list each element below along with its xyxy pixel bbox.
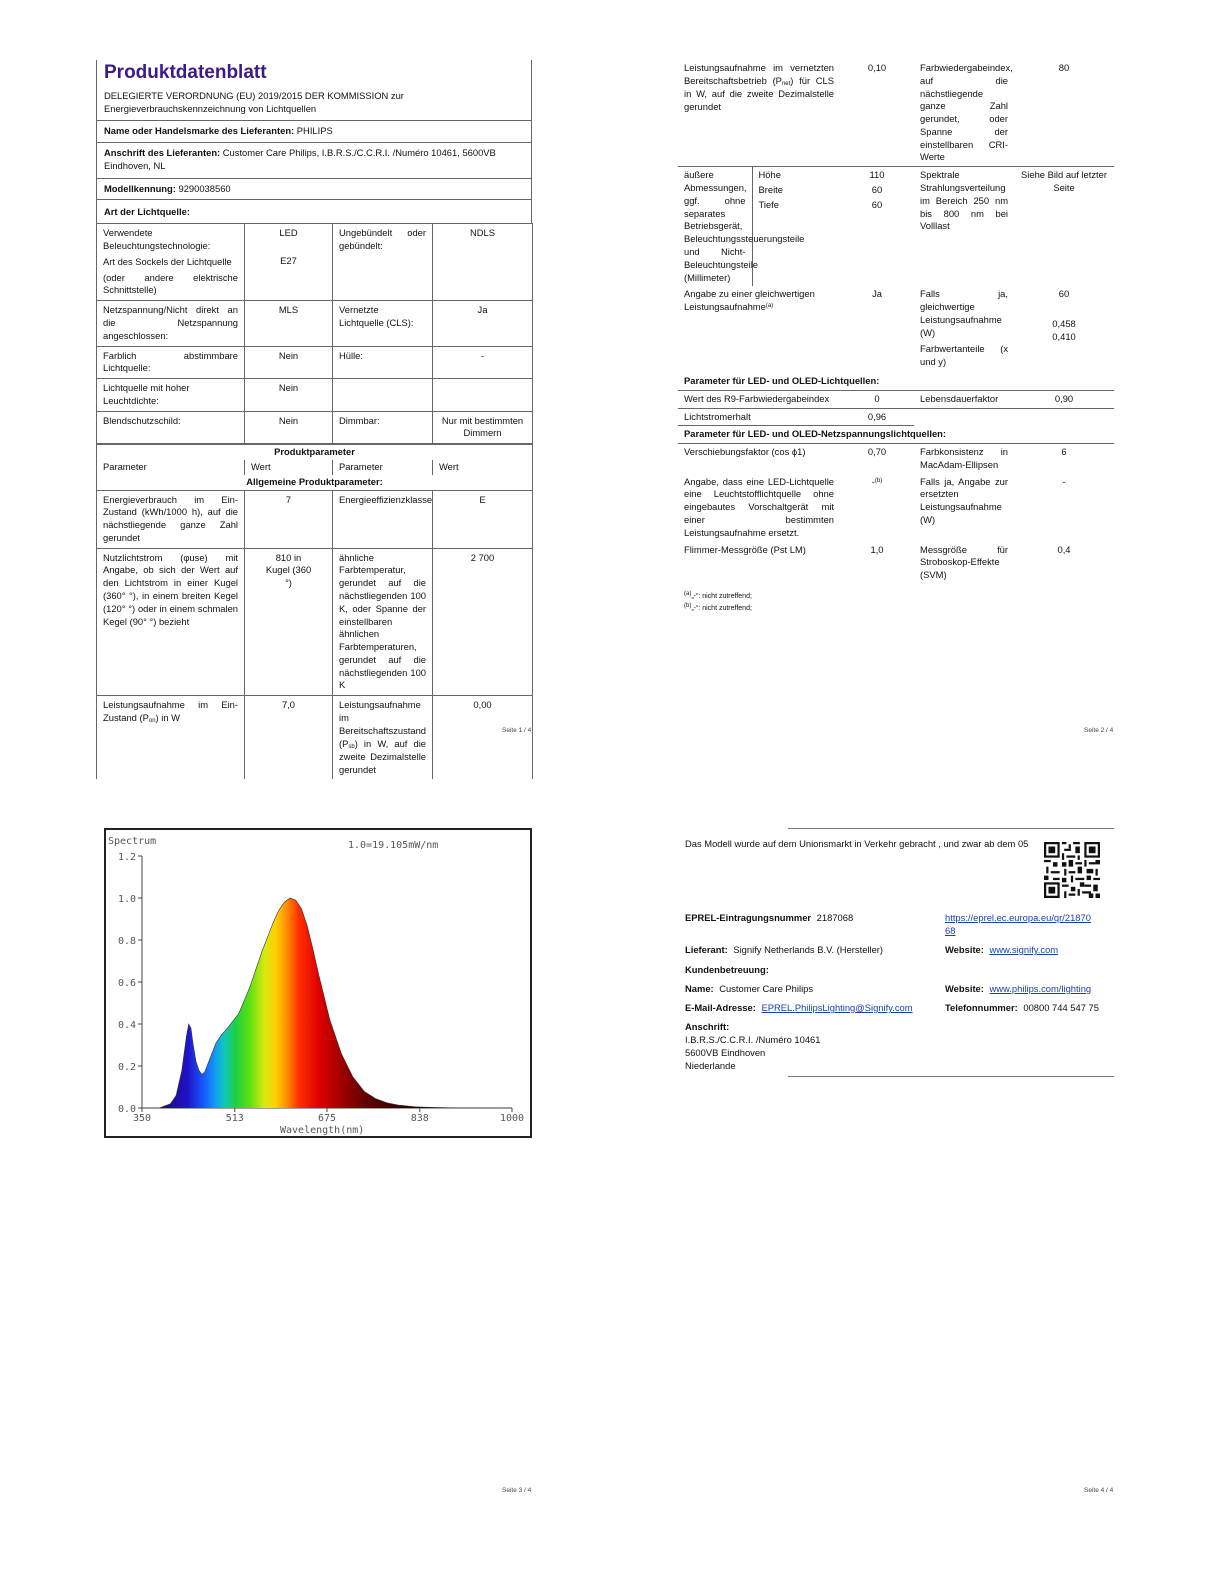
height-label: Höhe (758, 169, 781, 181)
y-tick-label: 0.6 (117, 978, 136, 989)
stroboscopic-label: Messgröße für Stroboskop-Effekte (SVM) (920, 543, 1009, 581)
on-power-value: 7,0 (245, 696, 333, 780)
power-factor-value: 0,70 (867, 446, 887, 458)
lumen-maintenance-label: Lichtstromerhalt (678, 408, 840, 426)
chromaticity-y: 0,410 (1052, 330, 1076, 342)
care-website-row (945, 983, 1091, 996)
table-row (678, 390, 1114, 408)
cri-label: Farbwiedergabeindex, auf die nächstliegende ganze Zahl gerundet, oder Spanne der einstellbaren CRI-Werte (914, 60, 1014, 167)
address-block (685, 1021, 820, 1073)
table-row (97, 411, 533, 444)
light-source-table (96, 223, 533, 444)
chromaticity-label: Farbwertanteile (x und y) (920, 343, 1009, 368)
supplier-name-row (97, 121, 531, 143)
header-frame (96, 60, 532, 223)
energy-consumption-label: Energieverbrauch im Ein-Zustand (kWh/1000 h), auf die nächstliegende ganze Zahl gerundet (97, 490, 245, 548)
table-row (678, 408, 1114, 426)
table-header-row (97, 460, 533, 475)
table-row (678, 60, 1114, 167)
x-tick-label: 838 (410, 1113, 429, 1124)
replaced-power-value: - (1062, 475, 1066, 487)
networked-standby-value: 0,10 (840, 60, 914, 167)
address-label: Anschrift: (685, 1021, 730, 1032)
model-label: Modellkennung: (104, 182, 176, 194)
table-row (678, 286, 1114, 371)
address-line: Niederlande (685, 1059, 736, 1071)
directional-label: Ungebündelt oder gebündelt: (333, 224, 433, 301)
stroboscopic-value: 0,4 (1057, 543, 1071, 555)
cls-value: Ja (433, 301, 533, 346)
product-parameters-table (96, 444, 533, 779)
datasheet-page-2 (678, 60, 1118, 614)
interface-label: (oder andere elektrische Schnittstelle) (103, 271, 238, 296)
energy-class-label: Energieeffizienzklasse (333, 490, 433, 548)
survival-factor-label: Lebensdauerfaktor (914, 390, 1014, 408)
equivalent-power-value: Ja (872, 288, 882, 300)
base-value: E27 (280, 255, 297, 267)
market-date-text: Das Modell wurde auf dem Unionsmarkt in Verkehr gebracht , und zwar ab dem 05 (685, 838, 1029, 849)
spectrum-area (145, 898, 512, 1108)
supplier-row (685, 944, 883, 957)
depth-label: Tiefe (758, 198, 779, 210)
spectral-distribution-label: Spektrale Strahlungsverteilung im Bereich 250 nm bis 800 nm bei Volllast (920, 169, 1009, 232)
luminous-flux-value: 810 in Kugel (360 °) (245, 548, 333, 696)
tunable-value: Nein (245, 346, 333, 379)
luminous-flux-label: Nutzlichtstrom (φuse) mit Angabe, ob sich der Wert auf den Lichtstrom in einer Kugel (360° °), in einem breiten Kegel (120° °) oder in einem schmalen Kegel (90° °) bezieht (97, 548, 245, 696)
macadam-value: 6 (1061, 446, 1067, 458)
equivalent-power-w-value: 60 0,458 0,410 (1014, 286, 1114, 371)
high-luminance-value: Nein (245, 379, 333, 412)
power-factor-label: Verschiebungsfaktor (cos ϕ1) (684, 446, 806, 458)
envelope-label: Hülle: (333, 346, 433, 379)
phone-row (945, 1002, 1099, 1015)
address-line: I.B.R.S./C.C.R.I. /Numéro 10461 (685, 1033, 821, 1045)
table-row (678, 167, 1114, 287)
x-tick-label: 513 (225, 1113, 244, 1124)
glare-shield-label: Blendschutzschild: (97, 411, 245, 444)
model-row (97, 179, 531, 201)
eprel-link[interactable]: https://eprel.ec.europa.eu/qr/2187068 (945, 912, 1091, 936)
footnote-a: (a)„-“: nicht zutreffend; (684, 590, 752, 600)
equivalent-power-w-label: Falls ja, gleichwertige Leistungsaufnahme (W) Farbwertanteile (x und y) (920, 288, 1009, 368)
col-header-value: Wert (433, 460, 533, 475)
supplier-name-value: PHILIPS (296, 125, 333, 137)
dimensions-names (752, 167, 840, 287)
top-rule (788, 828, 1114, 829)
table-row (97, 548, 533, 696)
survival-factor-value: 0,90 (1014, 390, 1114, 408)
table-row (97, 346, 533, 379)
care-website-link[interactable]: www.philips.com/lighting (989, 983, 1092, 994)
email-link[interactable]: EPREL.PhilipsLighting@Signify.com (761, 1002, 913, 1013)
spectral-distribution-value: Siehe Bild auf letzter Seite (1021, 169, 1108, 194)
page-number: Seite 2 / 4 (1084, 727, 1114, 734)
col-header-value: Wert (245, 460, 333, 475)
fluorescent-replacement-label: Angabe, dass eine LED-Lichtquelle eine Leuchtstofflichtquelle ohne eingebautes Vorschaltgerät mit einer bestimmten Leistungsaufnahme ersetzt. (684, 475, 835, 538)
high-luminance-label: Lichtquelle mit hoher Leuchtdichte: (97, 379, 245, 412)
qr-code-icon[interactable] (1044, 842, 1100, 898)
footnotes (678, 590, 1118, 614)
cct-label: ähnliche Farbtemperatur, gerundet auf die nächstliegenden 100 K, oder Spanne der einstellbaren ähnlichen Farbtemperaturen, gerundet auf die nächstliegenden 100 K (333, 548, 433, 696)
macadam-label: Farbkonsistenz in MacAdam-Ellipsen (920, 446, 1009, 470)
product-parameters-heading: Produktparameter (97, 445, 533, 460)
technology-value: LED E27 (245, 224, 333, 301)
flicker-value: 1,0 (870, 543, 884, 555)
energy-consumption-value: 7 (245, 490, 333, 548)
supplier-address-label: Anschrift des Lieferanten: (104, 147, 221, 159)
r9-label: Wert des R9-Farbwiedergabeindex (678, 390, 840, 408)
supplier-website-link[interactable]: www.signify.com (989, 944, 1059, 955)
envelope-value: - (433, 346, 533, 379)
model-value: 9290038560 (178, 182, 231, 194)
page-number: Seite 1 / 4 (502, 727, 532, 734)
eprel-row (685, 912, 853, 925)
chart-annotation: 1.0=19.105mW/nm (348, 840, 439, 851)
general-parameters-heading: Allgemeine Produktparameter: (97, 475, 533, 490)
footnote-b: (b)„-“: nicht zutreffend; (684, 603, 752, 613)
networked-standby-label: Leistungsaufnahme im vernetzten Bereitschaftsbetrieb (Pnet) für CLS in W, auf die zweite Dezimalstelle gerundet (678, 60, 840, 167)
y-tick-label: 0.2 (117, 1062, 136, 1073)
equivalent-power-label: Angabe zu einer gleichwertigen Leistungsaufnahme$^{(a)}$ (684, 288, 815, 313)
led-parameters-heading: Parameter für LED- und OLED-Lichtquellen: (678, 371, 1114, 390)
spectrum-chart-svg (106, 830, 530, 1136)
tunable-label: Farblich abstimmbare Lichtquelle: (97, 346, 245, 379)
empty-cell (333, 379, 433, 412)
care-name-value: Customer Care Philips (719, 983, 814, 994)
r9-value: 0 (840, 390, 914, 408)
cls-label: Vernetzte Lichtquelle (CLS): (333, 301, 433, 346)
empty-cell (1014, 408, 1114, 426)
y-tick-label: 0.0 (117, 1104, 136, 1115)
mains-label: Netzspannung/Nicht direkt an die Netzspannung angeschlossen: (97, 301, 245, 346)
supplier-website-row (945, 944, 1058, 957)
table-row (678, 444, 1114, 474)
x-tick-label: 675 (317, 1113, 337, 1124)
replaced-power-label: Falls ja, Angabe zur ersetzten Leistungsaufnahme (W) (920, 475, 1009, 525)
chromaticity-x: 0,458 (1052, 318, 1076, 330)
table-row (97, 696, 533, 780)
email-label: E-Mail-Adresse: (685, 1002, 756, 1013)
supplier-address-value: Customer Care Philips, I.B.R.S./C.C.R.I. /Numéro 10461, 5600VB Eindhoven, NL (104, 147, 496, 171)
dimensions-values (840, 167, 914, 287)
page-title: Produktdatenblatt (104, 62, 267, 83)
col-header-parameter: Parameter (333, 460, 433, 475)
table-row (97, 490, 533, 548)
table-row (678, 542, 1114, 584)
cri-value: 80 (1014, 60, 1114, 167)
lumen-maintenance-value: 0,96 (840, 408, 914, 426)
cct-value: 2 700 (433, 548, 533, 696)
table-row (678, 474, 1114, 542)
bottom-rule (788, 1076, 1114, 1077)
fluorescent-replacement-value: -$^{(b)}$ (871, 475, 883, 487)
empty-cell (433, 379, 533, 412)
regulation-text: DELEGIERTE VERORDNUNG (EU) 2019/2015 DER KOMMISSION zur Energieverbrauchskennzeichnung von Lichtquellen (97, 88, 531, 122)
datasheet-page-4 (678, 820, 1118, 1080)
y-tick-label: 0.8 (117, 936, 136, 947)
chart-title: Spectrum (108, 836, 157, 847)
directional-value: NDLS (433, 224, 533, 301)
product-parameters-continued-table (678, 60, 1114, 584)
height-value: 110 (869, 169, 885, 181)
phone-value: 00800 744 547 75 (1023, 1002, 1099, 1013)
table-row (97, 224, 533, 301)
dimmable-value: Nur mit bestimmten Dimmern (433, 411, 533, 444)
on-power-label: Leistungsaufnahme im Ein-Zustand (Pon) in W (97, 696, 245, 780)
care-name-row (685, 983, 813, 996)
eprel-label: EPREL-Eintragungsnummer (685, 912, 812, 923)
x-tick-label: 350 (132, 1113, 152, 1124)
x-axis-label: Wavelength(nm) (280, 1125, 365, 1136)
datasheet-page-1 (96, 60, 536, 779)
depth-value: 60 (871, 198, 883, 210)
dimmable-label: Dimmbar: (333, 411, 433, 444)
website-label: Website: (945, 983, 984, 994)
glare-shield-value: Nein (245, 411, 333, 444)
dimensions-label: äußere Abmessungen, ggf. ohne separates Betriebsgerät, Beleuchtungssteuerungsteile und Nicht-Beleuchtungsteile (Millimeter) (678, 167, 752, 287)
col-header-parameter: Parameter (97, 460, 245, 475)
y-tick-label: 1.0 (117, 894, 136, 905)
spectrum-chart (104, 828, 532, 1138)
width-label: Breite (758, 184, 783, 196)
technology-label: Verwendete Beleuchtungstechnologie: Art des Sockels der Lichtquelle (oder andere elektrische Schnittstelle) (97, 224, 245, 301)
mains-value: MLS (245, 301, 333, 346)
energy-class-value: E (433, 490, 533, 548)
x-tick-label: 1000 (499, 1113, 525, 1124)
supplier-value: Signify Netherlands B.V. (Hersteller) (733, 944, 884, 955)
supplier-name-label: Name oder Handelsmarke des Lieferanten: (104, 125, 295, 137)
standby-power-label: Leistungsaufnahme im Bereitschaftszustand (Psb) in W, auf die zweite Dezimalstelle gerundet (333, 696, 433, 780)
base-label: Art des Sockels der Lichtquelle (103, 255, 232, 267)
supplier-address-row (97, 143, 531, 179)
width-value: 60 (871, 184, 883, 196)
table-row (97, 379, 533, 412)
email-row (685, 1002, 913, 1015)
eprel-value: 2187068 (816, 912, 854, 923)
y-tick-label: 1.2 (117, 852, 136, 863)
phone-label: Telefonnummer: (945, 1002, 1018, 1013)
flicker-label: Flimmer-Messgröße (Pst LM) (684, 543, 806, 555)
standby-power-value: 0,00 (433, 696, 533, 780)
mains-parameters-heading: Parameter für LED- und OLED-Netzspannungslichtquellen: (678, 426, 1114, 444)
supplier-label: Lieferant: (685, 944, 728, 955)
page-number: Seite 4 / 4 (1084, 1487, 1114, 1494)
customer-care-heading: Kundenbetreuung: (685, 964, 769, 975)
light-source-type-heading: Art der Lichtquelle: (104, 206, 190, 218)
empty-cell (914, 408, 1014, 426)
y-tick-label: 0.4 (117, 1020, 136, 1031)
care-name-label: Name: (685, 983, 714, 994)
website-label: Website: (945, 944, 984, 955)
table-row (97, 301, 533, 346)
page-number: Seite 3 / 4 (502, 1487, 532, 1494)
address-line: 5600VB Eindhoven (685, 1046, 766, 1058)
